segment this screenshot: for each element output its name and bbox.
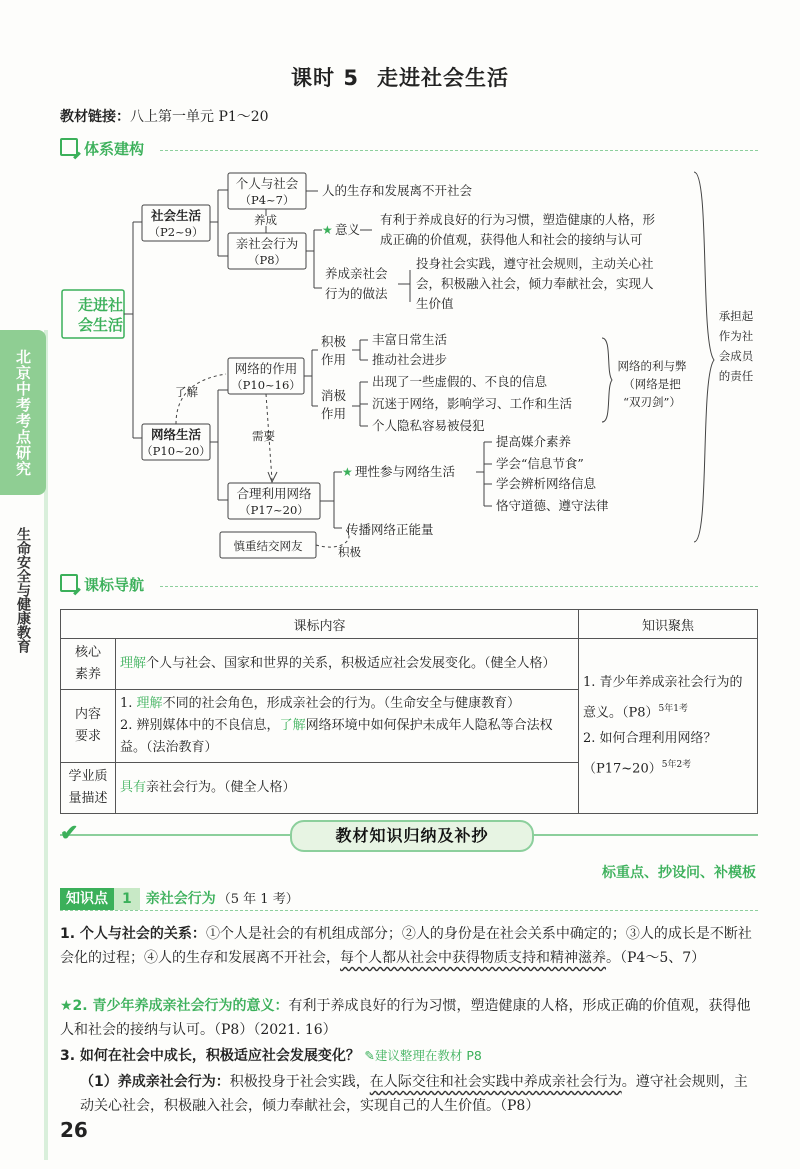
prosocial-label: 亲社会行为	[235, 236, 299, 251]
use-pages: （P17~20）	[239, 503, 309, 517]
table-row	[61, 639, 758, 690]
social-label: 社会生活	[150, 208, 202, 223]
person-desc: 人的生存和发展离不开社会	[322, 183, 473, 198]
spread-label: 传播网络正能量	[346, 522, 434, 537]
neg-item-1: 出现了一些虚假的、不良的信息	[372, 374, 548, 389]
table-header: 知识聚焦	[579, 610, 758, 639]
kp-tag: 知识点	[60, 888, 114, 910]
focus-cell	[579, 639, 758, 814]
how-text-3: 生价值	[416, 296, 454, 311]
neg-item-3: 个人隐私容易被侵犯	[372, 418, 485, 433]
understand-label: 了解	[175, 385, 198, 399]
star-icon: ★	[322, 223, 333, 237]
item-1: 1. 个人与社会的关系：①个人是社会的有机组成部分；②人的身份是在社会关系中确定的；③人的成长是不断社会化的过程；④人的生存和发展离不开社会，每个人都从社会中获得物质支持和精神滋养。（P4～5、7）	[60, 926, 752, 966]
rational-label: 理性参与网络生活	[355, 464, 456, 479]
rational-4: 恪守道德、遵守法律	[496, 498, 609, 513]
double-1: 网络的利与弊	[617, 359, 687, 373]
lesson-number: 课时 5	[291, 66, 359, 90]
double-3: “双刃剑”）	[623, 395, 681, 409]
social-pages: （P2~9）	[148, 225, 204, 239]
section-divider	[160, 586, 758, 587]
item-2: ★2. 青少年养成亲社会行为的意义：有利于养成良好的行为习惯，塑造健康的人格，形成正确的价值观，获得他人和社会的接纳与认可。（P8）（2021. 16）	[60, 998, 751, 1038]
role-label: 网络的作用	[234, 361, 298, 376]
side-tab[interactable]: 北京中考考点研究	[0, 330, 46, 495]
section-title: 课标导航	[84, 576, 145, 594]
neg-label-1: 消极	[321, 388, 347, 403]
rational-3: 学会辨析网络信息	[496, 476, 597, 491]
page-number: 26	[60, 1118, 88, 1142]
pos-label-1: 积极	[321, 334, 347, 349]
pencil-icon	[60, 138, 78, 156]
knowledge-point-header	[60, 888, 299, 910]
focus-item: 1. 青少年养成亲社会行为的意义。$(P8)^{5年1考}$	[583, 674, 743, 720]
rational-2: 学会“信息节食”	[496, 456, 584, 471]
resp-1: 承担起	[718, 309, 754, 323]
textbook-link	[60, 106, 269, 126]
rational-1: 提高媒介素养	[496, 434, 572, 449]
concept-map	[0, 160, 800, 565]
item-3: 3. 如何在社会中成长，积极适应社会发展变化？ ✎建议整理在教材 P8	[60, 1048, 482, 1064]
pos-label-2: 作用	[321, 352, 347, 367]
positive-label: 积极	[338, 545, 361, 559]
how-text-2: 会，积极融入社会，倾力奉献社会，实现人	[416, 276, 654, 291]
person-label: 个人与社会	[235, 176, 299, 191]
role-pages: （P10~16）	[231, 378, 301, 392]
prosocial-pages: （P8）	[247, 253, 287, 267]
need-label: 需要	[252, 429, 275, 443]
row-content: 具有亲社会行为。（健全人格）	[116, 763, 579, 814]
neg-item-2: 沉迷于网络，影响学习、工作和生活	[372, 396, 573, 411]
lesson-title: 走进社会生活	[376, 66, 509, 90]
meaning-label: 意义	[335, 222, 361, 237]
resp-2: 作为社	[718, 329, 754, 343]
link-label: 教材链接：	[60, 109, 130, 125]
page-title	[0, 62, 800, 92]
kp-divider	[60, 910, 758, 911]
row-label: 核心 素养	[61, 639, 116, 690]
row-content: 理解个人与社会、国家和世界的关系，积极适应社会发展变化。（健全人格）	[116, 639, 579, 690]
double-2: （网络是把	[623, 377, 681, 391]
kp-years: （5 年 1 考）	[217, 892, 299, 907]
hint-note: ✎建议整理在教材 P8	[364, 1048, 482, 1063]
section-header-structure	[60, 138, 144, 159]
table-header: 课标内容	[61, 610, 579, 639]
cultivate-label: 养成	[254, 213, 277, 227]
kp-name: 亲社会行为	[145, 891, 216, 907]
star-icon: ★	[342, 465, 353, 479]
pencil-icon	[60, 574, 78, 592]
resp-3: 会成员	[718, 349, 754, 363]
network-pages: （P10~20）	[141, 444, 211, 458]
link-text: 八上第一单元 P1～20	[130, 109, 269, 125]
caution-label: 慎重结交网友	[233, 539, 303, 553]
banner-subtitle: 标重点、抄设问、补模板	[602, 865, 756, 881]
row-label: 学业质 量描述	[61, 763, 116, 814]
section-title: 体系建构	[84, 140, 145, 158]
section-header-standards	[60, 574, 144, 595]
root-line2: 会生活	[78, 316, 124, 334]
neg-label-2: 作用	[321, 406, 347, 421]
banner-title: 教材知识归纳及补抄	[290, 820, 534, 852]
how-text-1: 投身社会实践，遵守社会规则，主动关心社	[416, 256, 654, 271]
meaning-line1: 有利于养成良好的行为习惯，塑造健康的人格，形	[380, 212, 656, 227]
row-content: 1. 理解不同的社会角色，形成亲社会的行为。（生命安全与健康教育） 2. 辨别媒体中的不良信息，了解网络环境中如何保护未成年人隐私等合法权益。（法治教育）	[116, 690, 579, 763]
item-3-1: （1）养成亲社会行为：积极投身于社会实践，在人际交往和社会实践中养成亲社会行为。遵守社会规则，主动关心社会，积极融入社会，倾力奉献社会，实现自己的人生价值。（P8）	[80, 1074, 748, 1114]
standards-table	[60, 609, 758, 814]
check-icon: ✔	[60, 820, 79, 846]
section-divider	[160, 150, 758, 151]
network-label: 网络生活	[150, 427, 202, 442]
use-label: 合理利用网络	[236, 486, 312, 501]
how-label-1: 养成亲社会	[325, 266, 388, 281]
side-tab-sub[interactable]: 生命安全与健康教育	[15, 527, 31, 653]
section-banner	[60, 820, 758, 850]
row-label: 内容 要求	[61, 690, 116, 763]
pos-item-1: 丰富日常生活	[372, 332, 448, 347]
how-label-2: 行为的做法	[325, 286, 388, 301]
meaning-line2: 成正确的价值观，获得他人和社会的接纳与认可	[380, 232, 643, 247]
resp-4: 的责任	[718, 369, 754, 383]
focus-item: 2. 如何合理利用网络？（P17~20）$^{5年2考}$	[583, 731, 717, 777]
person-pages: （P4~7）	[239, 193, 295, 207]
root-line1: 走进社	[78, 296, 124, 314]
pos-item-2: 推动社会进步	[372, 352, 448, 367]
kp-number: 1	[114, 888, 140, 910]
